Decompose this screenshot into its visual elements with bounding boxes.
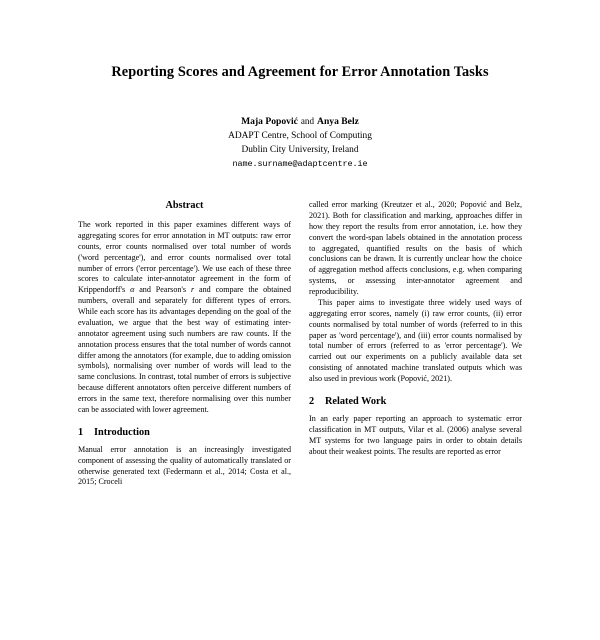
author-name-first: Maja Popović [241,116,298,128]
contact-email: name.surname@adaptcentre.ie [232,159,368,170]
title-block [0,0,600,169]
affiliation-line-1: ADAPT Centre, School of Computing [228,131,372,142]
section-heading-introduction [78,427,291,438]
section-title-related-work: Related Work [325,395,387,407]
author-list [0,115,600,129]
section-number-2: 2 [309,395,315,407]
section-heading-related-work [309,396,522,407]
related-work-paragraph: In an early paper reporting an approach to systematic error classification in MT outputs, Vilar et al. (2006) analyse several MT systems for two language pairs in order to obtain details about their weakest points. The results are reported as error [309,413,522,456]
section-title-introduction: Introduction [94,426,150,438]
abstract-symbol-r: r [190,285,195,295]
right-paragraph-2: This paper aims to investigate three widely used ways of aggregating error scores, namely (i) raw error counts, (ii) error counts normalised by total number of words (referred to in this paper as 'word percentage'), and (iii) error counts normalised by total number of errors (referred to as 'error percentage'). We carried out our experiments on a publicly available data set consisting of annotated machine translated outputs which was also used in previous work (Popović, 2021). [309,297,522,383]
page-title: Reporting Scores and Agreement for Error Annotation Tasks [111,64,489,80]
two-column-body [0,200,600,488]
right-column [309,200,522,488]
author-name-second: Anya Belz [317,116,359,128]
abstract-heading: Abstract [165,200,204,211]
abstract-text-part-1: The work reported in this paper examines different ways of aggregating scores for error annotation in MT outputs: raw error counts, error counts normalised over total number of words ('word percentage'), and error counts normalised over total number of errors ('error percentage'). We use each of these three scores to calculate inter-annotator agreement in the form of Krippendorff's [78,220,291,295]
left-column [78,200,291,488]
author-conjunction: and [300,116,315,127]
abstract-text-part-3: and compare the obtained numbers, overall and separately for different types of errors. While each score has its advantages depending on the goal of the evaluation, we argue that the best way of estimating inter-annotator agreement using such numbers are raw counts. If the annotation process ensures that the total number of words cannot differ among the annotators (for example, due to adding omission symbols), normalising over number of words will lead to the same conclusions. In contrast, total number of errors is subjective because different annotators often perceive different numbers of errors in the same text, therefore normalising over this number can be associated with lower agreement. [78,285,291,414]
abstract-symbol-alpha: α [130,285,135,295]
abstract-text-part-2: and Pearson's [134,285,191,295]
section-number-1: 1 [78,426,84,438]
affiliation-line-2: Dublin City University, Ireland [241,145,359,156]
abstract-text [78,220,291,416]
page-bottom-clip [0,600,600,640]
right-paragraph-1: called error marking (Kreutzer et al., 2020; Popović and Belz, 2021). Both for classification and marking, approaches differ in how they report the results from error annotation, i.e. how they convert the word-span labels obtained in the annotation process to aggregated, quantified results on the basis of which conclusions can be drawn. It is currently unclear how the choice of aggregation method affects conclusions, e.g. when comparing systems, or assessing inter-annotator agreement and reproducibility. [309,200,522,296]
introduction-paragraph: Manual error annotation is an increasingly investigated component of assessing the quality of automatically translated or otherwise generated text (Federmann et al., 2014; Costa et al., 2015; Croceli [78,444,291,487]
